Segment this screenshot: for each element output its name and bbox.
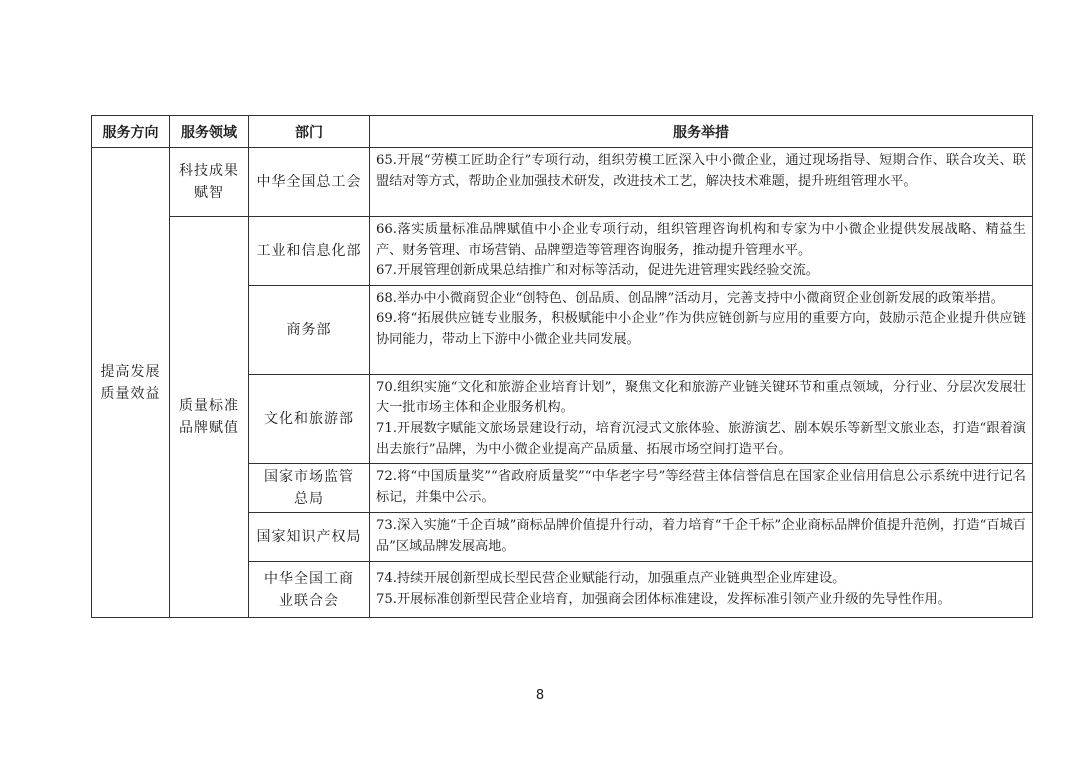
direction-label: 提高发展质量效益 — [100, 363, 161, 402]
measure-item: 71.开展数字赋能文旅场景建设行动，培育沉浸式文旅体验、旅游演艺、剧本娱乐等新型文旅业态，打造“跟着演出去旅行”品牌，为中小微企业提高产品质量、拓展市场空间打造平台。 — [376, 420, 1026, 457]
department-cell: 中华全国总工会 — [249, 148, 370, 217]
table-row — [92, 148, 1033, 217]
department-cell: 国家知识产权局 — [249, 513, 370, 562]
measure-item: 70.组织实施“文化和旅游企业培育计划”，聚焦文化和旅游产业链关键环节和重点领域，分行业、分层次发展壮大一批市场主体和企业服务机构。 — [376, 379, 1026, 416]
department-cell: 工业和信息化部 — [249, 217, 370, 286]
domain-quality-cell — [170, 217, 249, 618]
measures-cell — [370, 562, 1033, 618]
domain-quality-label: 质量标准品牌赋值 — [179, 398, 239, 437]
department-label: 中华全国工商业联合会 — [264, 570, 354, 609]
header-measures: 服务举措 — [370, 116, 1033, 148]
measures-cell — [370, 285, 1033, 374]
header-direction: 服务方向 — [92, 116, 170, 148]
department-cell: 文化和旅游部 — [249, 374, 370, 463]
measures-cell — [370, 148, 1033, 217]
measure-item: 72.将“中国质量奖”“省政府质量奖”“中华老字号”等经营主体信誉信息在国家企业信用信息公示系统中进行记名标记，并集中公示。 — [376, 469, 1026, 505]
department-cell: 商务部 — [249, 285, 370, 374]
table-row — [92, 217, 1033, 286]
department-label: 国家市场监管总局 — [264, 469, 354, 508]
measure-item: 73.深入实施“千企百城”商标品牌价值提升行动，着力培育“千企千标”企业商标品牌价值提升范例，打造“百城百品”区域品牌发展高地。 — [376, 518, 1026, 554]
measure-item: 67.开展管理创新成果总结推广和对标等活动，促进先进管理实践经验交流。 — [376, 263, 819, 279]
department-cell — [249, 464, 370, 513]
direction-cell — [92, 148, 170, 618]
services-table — [91, 115, 1033, 618]
measure-item: 69.将“拓展供应链专业服务，积极赋能中小企业”作为供应链创新与应用的重要方向，鼓励示范企业提升供应链协同能力，带动上下游中小微企业共同发展。 — [376, 311, 1026, 347]
domain-tech-label: 科技成果赋智 — [179, 163, 239, 201]
measure-item: 74.持续开展创新型成长型民营企业赋能行动，加强重点产业链典型企业库建设。 — [376, 571, 846, 587]
department-cell — [249, 562, 370, 618]
page-number: 8 — [535, 688, 545, 703]
header-row — [92, 116, 1033, 148]
measures-cell — [370, 513, 1033, 562]
measure-item: 68.举办中小微商贸企业“创特色、创品质、创品牌”活动月，完善支持中小微商贸企业创新发展的政策举措。 — [376, 290, 1004, 306]
measures-cell — [370, 374, 1033, 463]
measures-cell — [370, 217, 1033, 286]
measure-item: 75.开展标准创新型民营企业培育，加强商会团体标准建设，发挥标准引领产业升级的先导性作用。 — [376, 591, 951, 607]
header-domain: 服务领域 — [170, 116, 249, 148]
measures-cell — [370, 464, 1033, 513]
domain-tech-cell — [170, 148, 249, 217]
measure-item: 66.落实质量标准品牌赋值中小企业专项行动，组织管理咨询机构和专家为中小微企业提供发展战略、精益生产、财务管理、市场营销、品牌塑造等管理咨询服务，推动提升管理水平。 — [376, 222, 1026, 258]
header-department: 部门 — [249, 116, 370, 148]
measure-item: 65.开展“劳模工匠助企行”专项行动，组织劳模工匠深入中小微企业，通过现场指导、短期合作、联合攻关、联盟结对等方式，帮助企业加强技术研发，改进技术工艺，解决技术难题，提升班组管理水平。 — [376, 153, 1026, 189]
